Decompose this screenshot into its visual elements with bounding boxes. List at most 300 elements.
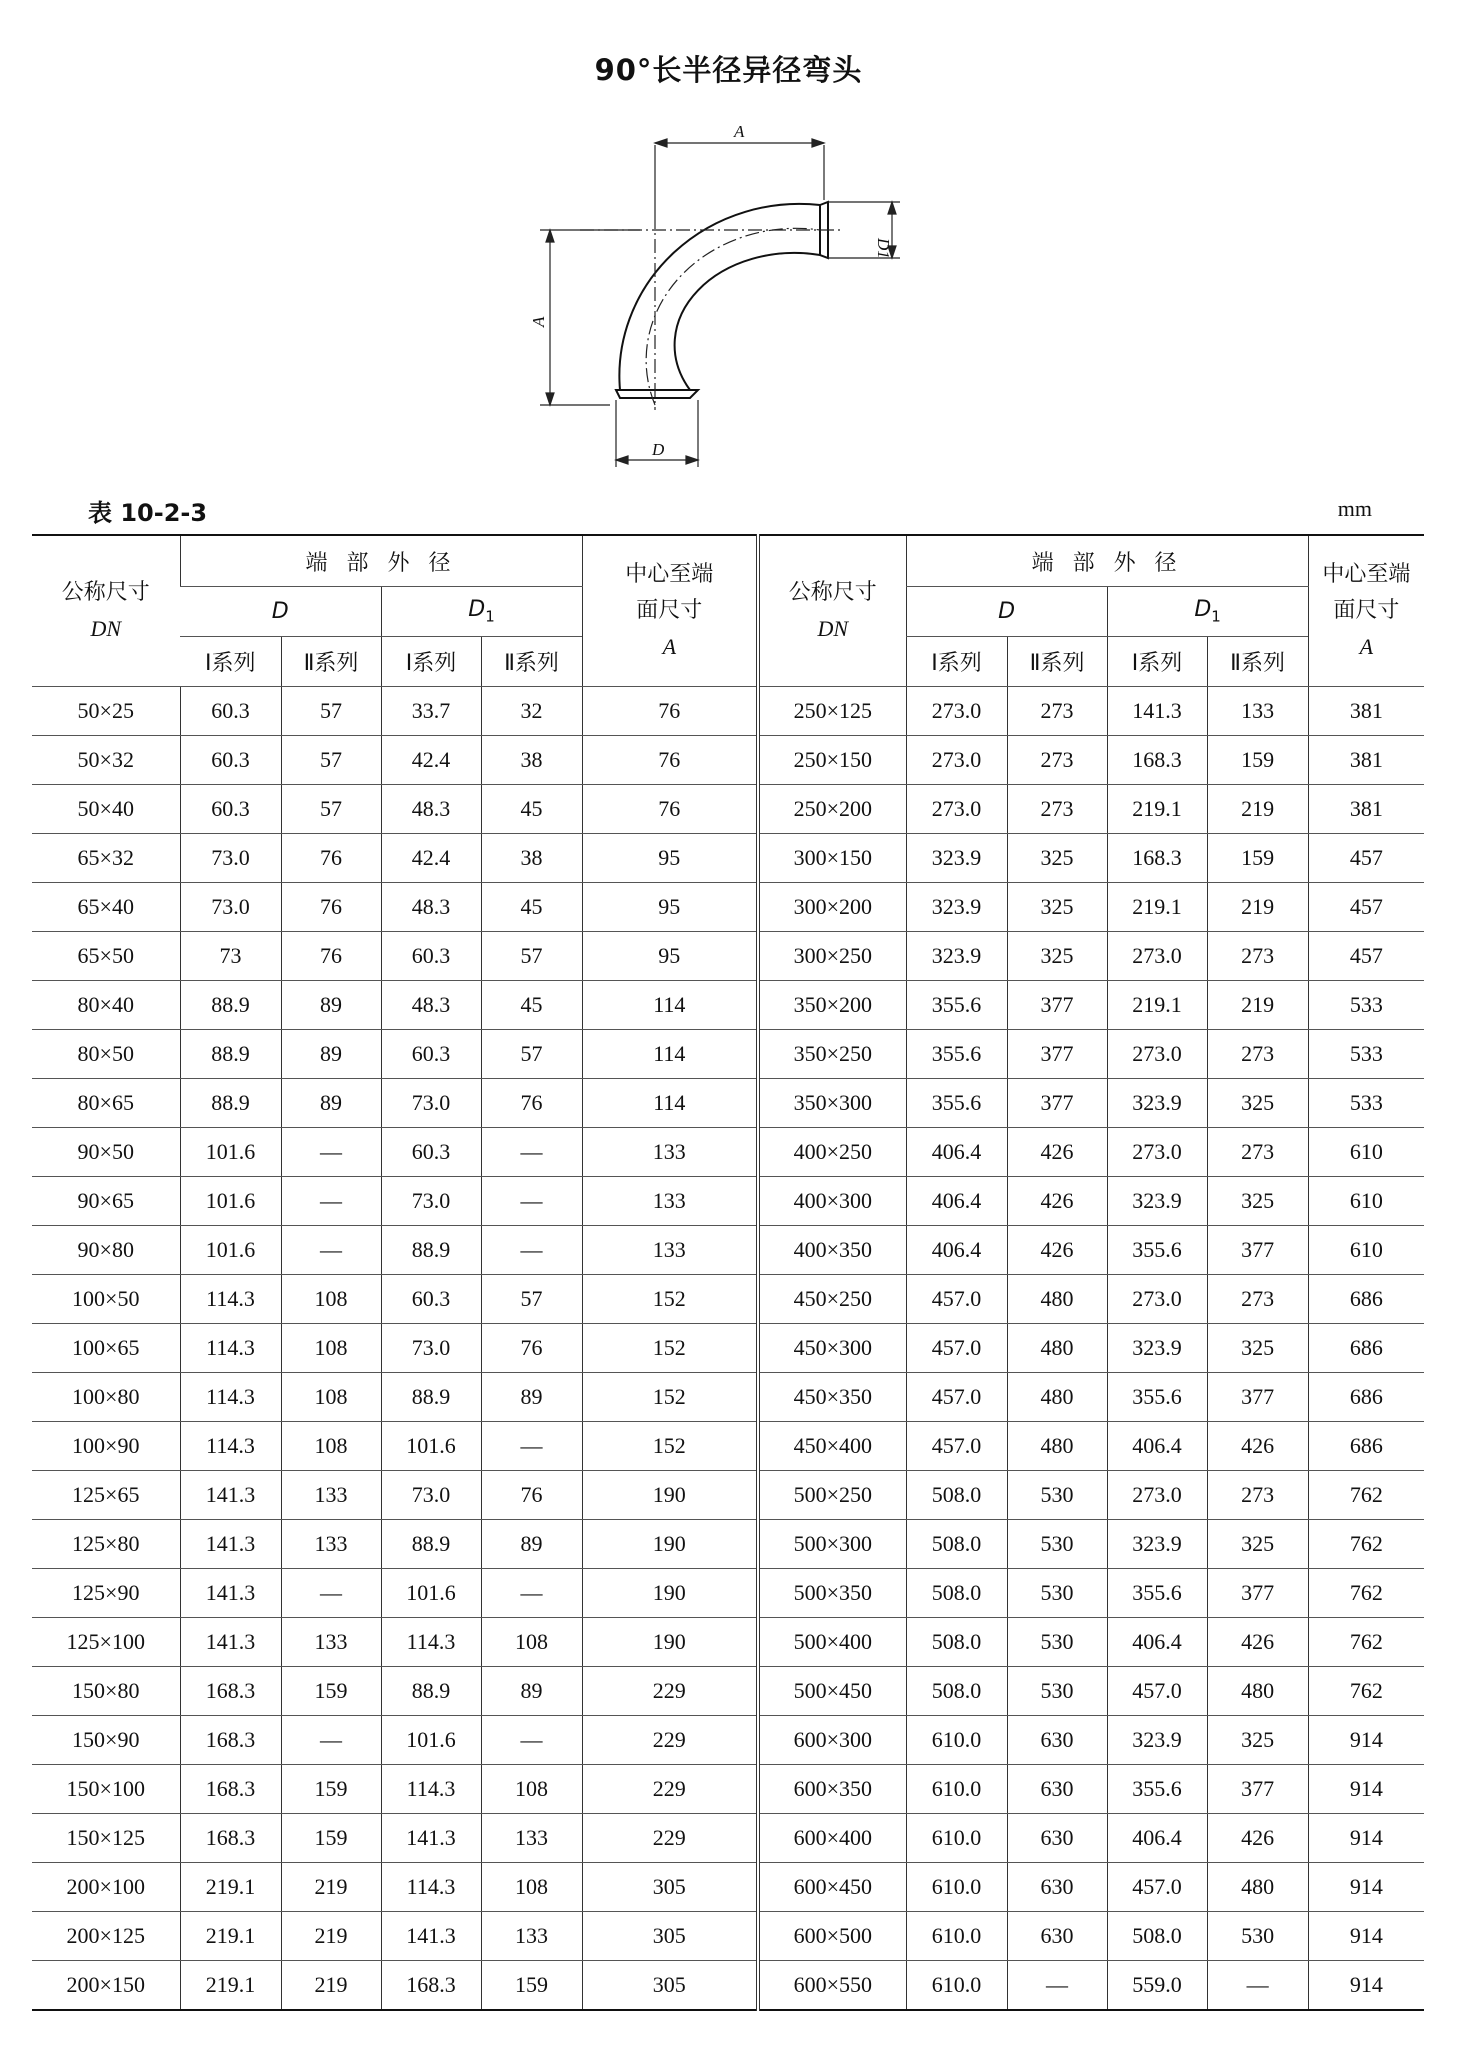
table-cell: 89 (481, 1373, 582, 1422)
table-cell: 500×250 (758, 1471, 906, 1520)
table-cell: 219 (1207, 785, 1308, 834)
table-cell: 323.9 (906, 883, 1007, 932)
table-cell: 273 (1207, 932, 1308, 981)
table-cell: 38 (481, 736, 582, 785)
table-cell: 80×65 (32, 1079, 180, 1128)
table-cell: 600×400 (758, 1814, 906, 1863)
table-cell: 500×300 (758, 1520, 906, 1569)
table-cell: 762 (1308, 1667, 1424, 1716)
table-cell: 90×80 (32, 1226, 180, 1275)
table-cell: 57 (481, 1275, 582, 1324)
table-cell: 133 (582, 1128, 758, 1177)
table-cell: 426 (1007, 1128, 1107, 1177)
table-row (32, 1079, 1424, 1128)
table-cell: 630 (1007, 1912, 1107, 1961)
table-cell: 114.3 (180, 1324, 281, 1373)
table-cell: 76 (481, 1079, 582, 1128)
table-cell: 100×80 (32, 1373, 180, 1422)
table-cell: 50×25 (32, 687, 180, 736)
table-cell: 190 (582, 1569, 758, 1618)
reducing-elbow-figure (520, 115, 940, 485)
header-series-1: Ⅰ系列 (180, 637, 281, 687)
table-cell: 200×150 (66, 1972, 145, 1997)
table-cell: 450×350 (758, 1373, 906, 1422)
table-cell: 500×400 (758, 1618, 906, 1667)
table-cell: 406.4 (1107, 1422, 1207, 1471)
table-cell: 114.3 (180, 1275, 281, 1324)
table-cell: 152 (582, 1422, 758, 1471)
table-cell: 610.0 (906, 1765, 1007, 1814)
table-cell: 686 (1308, 1422, 1424, 1471)
table-cell: 108 (281, 1373, 381, 1422)
table-cell: 73.0 (381, 1324, 481, 1373)
table-cell: 325 (1207, 1520, 1308, 1569)
table-cell: 400×300 (758, 1177, 906, 1226)
table-cell: 101.6 (180, 1177, 281, 1226)
header-center-to-end: 中心至端 面尺寸 A (582, 535, 758, 687)
table-cell: 508.0 (906, 1520, 1007, 1569)
table-cell: 273.0 (1107, 932, 1207, 981)
table-cell: 101.6 (381, 1422, 481, 1471)
table-cell: 76 (582, 736, 758, 785)
table-cell: — (1007, 1961, 1107, 2011)
header-end-od: 端 部 外 径 (180, 535, 582, 587)
table-cell: 114.3 (180, 1373, 281, 1422)
table-cell: 60.3 (381, 1030, 481, 1079)
table-cell: 229 (582, 1814, 758, 1863)
table-cell: 630 (1007, 1716, 1107, 1765)
table-cell: 406.4 (906, 1177, 1007, 1226)
caption-row (88, 493, 1372, 527)
table-cell: 125×100 (32, 1618, 180, 1667)
header-d1-right: $D_1$ (1107, 587, 1308, 637)
table-cell: 200×125 (32, 1912, 180, 1961)
table-cell: 114.3 (381, 1618, 481, 1667)
header-series-2: Ⅱ系列 (1207, 637, 1308, 687)
table-cell: 219.1 (1107, 883, 1207, 932)
table-cell: 168.3 (381, 1961, 481, 2011)
table-cell: 95 (582, 834, 758, 883)
table-cell: 45 (481, 883, 582, 932)
unit-label: mm (1337, 496, 1372, 521)
table-cell: 88.9 (381, 1667, 481, 1716)
table-cell: 114.3 (381, 1765, 481, 1814)
table-cell: 101.6 (180, 1128, 281, 1177)
table-cell: 133 (281, 1520, 381, 1569)
table-cell: 273 (1207, 1030, 1308, 1079)
table-cell: 762 (1308, 1618, 1424, 1667)
table-cell: 76 (281, 932, 381, 981)
table-caption: 表 10-2-3 (88, 499, 208, 527)
table-cell: 73.0 (381, 1471, 481, 1520)
table-cell: 89 (281, 1079, 381, 1128)
header-d: D (180, 587, 381, 637)
table-cell: 325 (1207, 1079, 1308, 1128)
table-cell: 65×32 (32, 834, 180, 883)
table-cell: — (481, 1422, 582, 1471)
table-cell: — (481, 1226, 582, 1275)
table-cell: 457.0 (1107, 1667, 1207, 1716)
table-cell: 533 (1308, 981, 1424, 1030)
table-cell: 508.0 (906, 1667, 1007, 1716)
table-cell: 168.3 (180, 1716, 281, 1765)
table-cell: 76 (582, 687, 758, 736)
table-cell: 273.0 (1107, 1275, 1207, 1324)
table-cell: 125×80 (32, 1520, 180, 1569)
table-cell: 300×250 (758, 932, 906, 981)
table-cell: 508.0 (906, 1569, 1007, 1618)
page-title: 90°长半径异径弯头 (594, 53, 863, 87)
table-cell: 60.3 (180, 687, 281, 736)
table-cell: 152 (582, 1373, 758, 1422)
table-cell: 630 (1007, 1765, 1107, 1814)
table-cell: — (1207, 1961, 1308, 2011)
table-cell: 377 (1007, 1079, 1107, 1128)
table-cell: 57 (481, 932, 582, 981)
table-row (32, 1275, 1424, 1324)
table-cell: 88.9 (381, 1373, 481, 1422)
table-cell: 300×150 (758, 834, 906, 883)
table-cell: 600×550 (758, 1961, 906, 2011)
table-row (32, 1226, 1424, 1275)
table-cell: 159 (281, 1667, 381, 1716)
table-cell: 48.3 (381, 785, 481, 834)
table-cell: 76 (481, 1324, 582, 1373)
table-cell: 457 (1308, 932, 1424, 981)
table-cell: 508.0 (1107, 1912, 1207, 1961)
table-cell: 114 (582, 1030, 758, 1079)
table-cell: 65×50 (32, 932, 180, 981)
table-cell: 450×250 (758, 1275, 906, 1324)
table-cell: 355.6 (906, 1079, 1007, 1128)
table-cell: 159 (281, 1814, 381, 1863)
table-cell: 250×200 (758, 785, 906, 834)
table-cell: 508.0 (906, 1618, 1007, 1667)
table-cell: 133 (281, 1618, 381, 1667)
table-cell: 480 (1007, 1373, 1107, 1422)
table-cell: 273 (1207, 1471, 1308, 1520)
table-cell: 229 (582, 1716, 758, 1765)
table-cell: 600×350 (758, 1765, 906, 1814)
table-cell: 381 (1308, 736, 1424, 785)
header-d1: $D_1$ (381, 587, 582, 637)
table-cell: 325 (1207, 1716, 1308, 1765)
table-cell: 141.3 (1107, 687, 1207, 736)
table-cell: 610 (1308, 1226, 1424, 1275)
table-cell: 108 (281, 1422, 381, 1471)
table-cell: 219.1 (180, 1961, 281, 2011)
table-cell: 305 (582, 1961, 758, 2011)
table-row (32, 1863, 1424, 1912)
table-cell: 323.9 (1107, 1716, 1207, 1765)
table-row (32, 883, 1424, 932)
table-cell: 610.0 (906, 1912, 1007, 1961)
table-cell: 500×450 (758, 1667, 906, 1716)
table-cell: 323.9 (906, 834, 1007, 883)
table-cell: 273 (1007, 736, 1107, 785)
table-cell: 250×150 (758, 736, 906, 785)
header-series-1: Ⅰ系列 (1107, 637, 1207, 687)
table-row (32, 1520, 1424, 1569)
table-cell: 57 (281, 687, 381, 736)
table-cell: 57 (481, 1030, 582, 1079)
table-cell: — (281, 1128, 381, 1177)
table-cell: 219 (1207, 883, 1308, 932)
header-series-2: Ⅱ系列 (481, 637, 582, 687)
table-cell: 377 (1007, 981, 1107, 1030)
table-row (32, 687, 1424, 736)
table-cell: 190 (582, 1618, 758, 1667)
table-cell: 273.0 (1107, 1128, 1207, 1177)
table-cell: 60.3 (381, 1128, 481, 1177)
table-row (32, 736, 1424, 785)
table-cell: 530 (1207, 1912, 1308, 1961)
table-cell: 95 (582, 883, 758, 932)
table-cell: 381 (1308, 687, 1424, 736)
table-cell: 108 (481, 1618, 582, 1667)
table-cell: 133 (481, 1814, 582, 1863)
header-nominal-size-right: 公称尺寸 DN (758, 535, 906, 687)
table-cell: 168.3 (180, 1814, 281, 1863)
table-cell: 95 (582, 932, 758, 981)
table-cell: 686 (1308, 1324, 1424, 1373)
table-cell: — (481, 1569, 582, 1618)
table-cell: 133 (281, 1471, 381, 1520)
table-cell: 90×65 (32, 1177, 180, 1226)
table-cell: 350×200 (758, 981, 906, 1030)
table-cell: 45 (481, 981, 582, 1030)
table-cell: 48.3 (381, 981, 481, 1030)
table-cell: 914 (1308, 1814, 1424, 1863)
table-cell: 273 (1207, 1275, 1308, 1324)
table-cell: 60.3 (381, 932, 481, 981)
table-cell: 219.1 (1107, 981, 1207, 1030)
table-cell: 114 (582, 981, 758, 1030)
table-row (32, 1716, 1424, 1765)
table-cell: 73.0 (180, 834, 281, 883)
table-cell: 114.3 (180, 1422, 281, 1471)
table-cell: 325 (1207, 1177, 1308, 1226)
table-cell: 426 (1207, 1618, 1308, 1667)
table-cell: 305 (582, 1863, 758, 1912)
table-cell: 60.3 (180, 785, 281, 834)
table-cell: 50×32 (32, 736, 180, 785)
table-cell: 101.6 (180, 1226, 281, 1275)
table-row (32, 834, 1424, 883)
table-cell: — (481, 1128, 582, 1177)
table-cell: 377 (1207, 1226, 1308, 1275)
table-cell: 114.3 (381, 1863, 481, 1912)
table-cell: 273.0 (906, 687, 1007, 736)
table-cell: 152 (582, 1324, 758, 1373)
table-cell: 88.9 (180, 981, 281, 1030)
header-center-to-end-right: 中心至端 面尺寸 A (1308, 535, 1424, 687)
table-cell: — (281, 1177, 381, 1226)
table-cell: 426 (1207, 1422, 1308, 1471)
table-cell: 530 (1007, 1667, 1107, 1716)
table-row (32, 981, 1424, 1030)
table-cell: 530 (1007, 1569, 1107, 1618)
table-cell: 610 (1308, 1128, 1424, 1177)
table-cell: 108 (281, 1275, 381, 1324)
table-row (32, 932, 1424, 981)
table-row (32, 1961, 1424, 2011)
table-cell: 533 (1308, 1030, 1424, 1079)
table-cell: 190 (582, 1520, 758, 1569)
table-cell: 219 (281, 1863, 381, 1912)
table-row (32, 1765, 1424, 1814)
table-cell: 530 (1007, 1471, 1107, 1520)
table-cell: 325 (1207, 1324, 1308, 1373)
table-cell: 457.0 (1107, 1863, 1207, 1912)
table-cell: 88.9 (180, 1030, 281, 1079)
table-cell: 168.3 (1107, 736, 1207, 785)
table-cell: 533 (1308, 1079, 1424, 1128)
dim-label-d1: D1 (874, 238, 893, 259)
table-cell: 323.9 (906, 932, 1007, 981)
table-cell: 65×40 (32, 883, 180, 932)
table-cell: — (281, 1226, 381, 1275)
table-cell: 229 (582, 1667, 758, 1716)
header-nominal-size: 公称尺寸 DN (32, 535, 180, 687)
table-cell: 101.6 (381, 1569, 481, 1618)
table-cell: 762 (1308, 1520, 1424, 1569)
table-cell: 32 (481, 687, 582, 736)
table-cell: 88.9 (381, 1226, 481, 1275)
table-cell: 159 (1207, 736, 1308, 785)
table-cell: 141.3 (180, 1569, 281, 1618)
table-cell: 141.3 (180, 1471, 281, 1520)
table-cell: 80×40 (32, 981, 180, 1030)
table-cell: 355.6 (906, 1030, 1007, 1079)
table-cell: 400×350 (758, 1226, 906, 1275)
table-cell: 600×500 (758, 1912, 906, 1961)
table-cell: 457.0 (906, 1373, 1007, 1422)
table-cell: 89 (281, 981, 381, 1030)
table-cell: 89 (481, 1520, 582, 1569)
table-cell: 141.3 (180, 1618, 281, 1667)
table-cell: 108 (481, 1863, 582, 1912)
table-cell: 508.0 (906, 1471, 1007, 1520)
table-cell: 200×100 (32, 1863, 180, 1912)
table-body (32, 687, 1424, 2011)
table-cell: 133 (582, 1177, 758, 1226)
table-cell: 45 (481, 785, 582, 834)
table-row (32, 1373, 1424, 1422)
table-cell: 325 (1007, 932, 1107, 981)
table-cell: 89 (281, 1030, 381, 1079)
table-cell: 377 (1207, 1373, 1308, 1422)
table-cell: 377 (1207, 1569, 1308, 1618)
table-cell: 76 (582, 785, 758, 834)
table-cell: 355.6 (1107, 1569, 1207, 1618)
table-cell: 426 (1007, 1226, 1107, 1275)
header-series-2: Ⅱ系列 (281, 637, 381, 687)
table-cell: 450×400 (758, 1422, 906, 1471)
table-row (32, 1030, 1424, 1079)
table-cell: 125×90 (32, 1569, 180, 1618)
header-d-right: D (906, 587, 1107, 637)
table-cell: — (281, 1716, 381, 1765)
table-cell: 762 (1308, 1569, 1424, 1618)
table-cell: 305 (582, 1912, 758, 1961)
table-cell: 500×350 (758, 1569, 906, 1618)
table-row (32, 1177, 1424, 1226)
table-row (32, 1814, 1424, 1863)
table-cell: 73.0 (381, 1177, 481, 1226)
table-cell: 73.0 (381, 1079, 481, 1128)
table-cell: 73 (180, 932, 281, 981)
table-cell: 480 (1207, 1667, 1308, 1716)
table-cell: 76 (281, 834, 381, 883)
table-cell: 914 (1308, 1961, 1424, 2011)
table-row (32, 1471, 1424, 1520)
table-cell: 273.0 (1107, 1471, 1207, 1520)
table-cell: 57 (281, 785, 381, 834)
dim-label-a-top: A (734, 122, 745, 141)
table-cell: 88.9 (180, 1079, 281, 1128)
table-cell: 150×80 (32, 1667, 180, 1716)
table-cell: 100×65 (32, 1324, 180, 1373)
table-cell: 89 (481, 1667, 582, 1716)
table-cell: 133 (582, 1226, 758, 1275)
table-cell: 125×65 (32, 1471, 180, 1520)
table-cell: 323.9 (1107, 1520, 1207, 1569)
table-cell: 377 (1207, 1765, 1308, 1814)
table-cell: 457 (1308, 834, 1424, 883)
table-cell: 42.4 (381, 834, 481, 883)
reducing-elbow-table (32, 534, 1424, 2011)
table-cell: 33.7 (381, 687, 481, 736)
table-cell: 762 (1308, 1471, 1424, 1520)
table-cell: 480 (1207, 1863, 1308, 1912)
table-cell: 250×125 (758, 687, 906, 736)
header-series-1: Ⅰ系列 (381, 637, 481, 687)
table-cell: 100×90 (32, 1422, 180, 1471)
table-cell: 219 (281, 1912, 381, 1961)
table-cell: 273 (1007, 785, 1107, 834)
table-cell: 610.0 (906, 1863, 1007, 1912)
table-cell: 76 (481, 1471, 582, 1520)
table-cell: 168.3 (180, 1765, 281, 1814)
table-cell: 323.9 (1107, 1324, 1207, 1373)
table-cell: 914 (1308, 1765, 1424, 1814)
table-cell: 480 (1007, 1422, 1107, 1471)
table-cell: 80×50 (32, 1030, 180, 1079)
table-cell: 150×125 (32, 1814, 180, 1863)
table-cell: 168.3 (1107, 834, 1207, 883)
table-cell: 350×300 (758, 1079, 906, 1128)
table-cell: 57 (281, 736, 381, 785)
table-cell: 300×200 (758, 883, 906, 932)
table-cell: 141.3 (381, 1912, 481, 1961)
table-row (32, 1569, 1424, 1618)
table-cell: 133 (481, 1912, 582, 1961)
table-cell: 355.6 (1107, 1226, 1207, 1275)
table-cell: 219.1 (180, 1863, 281, 1912)
table-row (32, 1912, 1424, 1961)
table-cell: 630 (1007, 1814, 1107, 1863)
table-cell: 630 (1007, 1863, 1107, 1912)
table-cell: 273.0 (906, 785, 1007, 834)
table-row (32, 1667, 1424, 1716)
table-cell: 90×50 (32, 1128, 180, 1177)
table-cell: 219 (281, 1961, 381, 2011)
table-cell: 600×300 (758, 1716, 906, 1765)
table-cell: 159 (1207, 834, 1308, 883)
table-cell: 406.4 (1107, 1618, 1207, 1667)
table-row (32, 1422, 1424, 1471)
